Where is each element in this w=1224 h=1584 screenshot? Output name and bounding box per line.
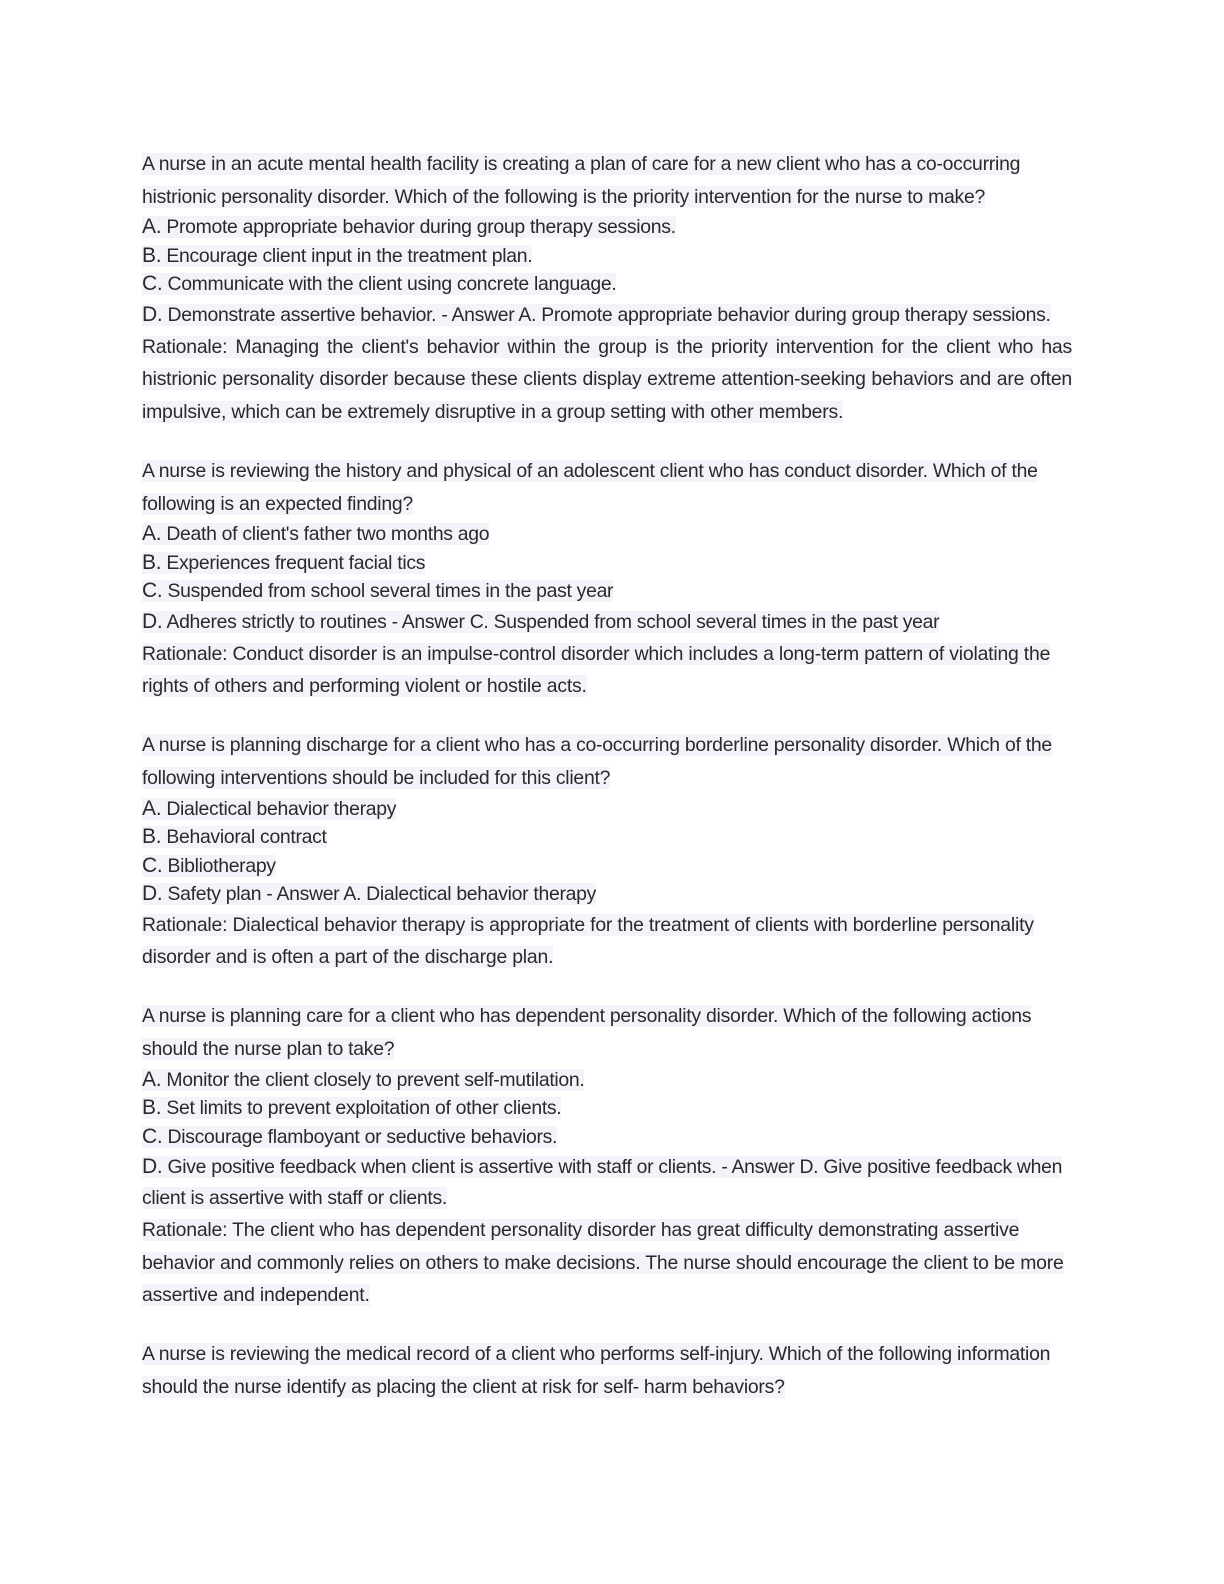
question-block-2 — [142, 455, 1072, 703]
document-page — [142, 148, 1072, 1404]
option-b: B. Encourage client input in the treatment plan. — [142, 243, 533, 267]
rationale: Rationale: Managing the client's behavior within the group is the priority intervention for the client who has histrionic personality disorder because these clients display extreme attention-seeking behaviors and are often impulsive, which can be extremely disruptive in a group setting with other members. — [142, 335, 1072, 423]
option-b: B. Behavioral contract — [142, 825, 327, 849]
answer-options — [142, 1066, 1072, 1215]
rationale: Rationale: The client who has dependent personality disorder has great difficulty demonstrating assertive behavior and commonly relies on others to make decisions. The nurse should encourage the client to be more assertive and independent. — [142, 1219, 1064, 1306]
question-stem: A nurse is planning discharge for a client who has a co-occurring borderline personality disorder. Which of the following interventions should be included for this client? — [142, 734, 1052, 789]
option-a: A. Death of client's father two months ago — [142, 522, 490, 546]
option-a: A. Promote appropriate behavior during group therapy sessions. — [142, 215, 676, 239]
option-a: A. Dialectical behavior therapy — [142, 796, 397, 820]
question-stem: A nurse is reviewing the medical record of a client who performs self-injury. Which of the following information should the nurse identify as placing the client at risk for self- harm behaviors? — [142, 1343, 1051, 1398]
option-c: C. Bibliotherapy — [142, 853, 276, 877]
answer-options — [142, 520, 1072, 638]
option-b: B. Experiences frequent facial tics — [142, 550, 426, 574]
question-block-5 — [142, 1338, 1072, 1403]
option-c: C. Suspended from school several times in the past year — [142, 579, 614, 603]
option-c: C. Discourage flamboyant or seductive behaviors. — [142, 1124, 558, 1148]
answer-options — [142, 795, 1072, 909]
question-block-4 — [142, 1000, 1072, 1311]
option-d-answer: D. Safety plan - Answer A. Dialectical behavior therapy — [142, 882, 596, 906]
option-d-answer: D. Adheres strictly to routines - Answer C. Suspended from school several times in the past year — [142, 609, 940, 633]
option-c: C. Communicate with the client using concrete language. — [142, 272, 617, 296]
question-stem: A nurse is reviewing the history and physical of an adolescent client who has conduct disorder. Which of the following is an expected finding? — [142, 459, 1038, 515]
option-b: B. Set limits to prevent exploitation of other clients. — [142, 1096, 562, 1120]
question-block-3 — [142, 729, 1072, 973]
option-d-answer: D. Demonstrate assertive behavior. - Answer A. Promote appropriate behavior during group therapy sessions. — [142, 302, 1051, 326]
question-stem: A nurse in an acute mental health facility is creating a plan of care for a new client who has a co-occurring histrionic personality disorder. Which of the following is the priority intervention for the nurse to make? — [142, 153, 1021, 208]
rationale: Rationale: Dialectical behavior therapy is appropriate for the treatment of clients with borderline personality disorder and is often a part of the discharge plan. — [142, 913, 1034, 968]
question-block-1 — [142, 148, 1072, 428]
option-d-answer: D. Give positive feedback when client is assertive with staff or clients. - Answer D. Give positive feedback when client is assertive with staff or clients. — [142, 1155, 1063, 1210]
rationale: Rationale: Conduct disorder is an impulse-control disorder which includes a long-term pattern of violating the rights of others and performing violent or hostile acts. — [142, 642, 1051, 697]
answer-options — [142, 213, 1072, 331]
option-a: A. Monitor the client closely to prevent self-mutilation. — [142, 1067, 585, 1091]
question-stem: A nurse is planning care for a client who has dependent personality disorder. Which of the following actions should the nurse plan to take? — [142, 1005, 1032, 1060]
